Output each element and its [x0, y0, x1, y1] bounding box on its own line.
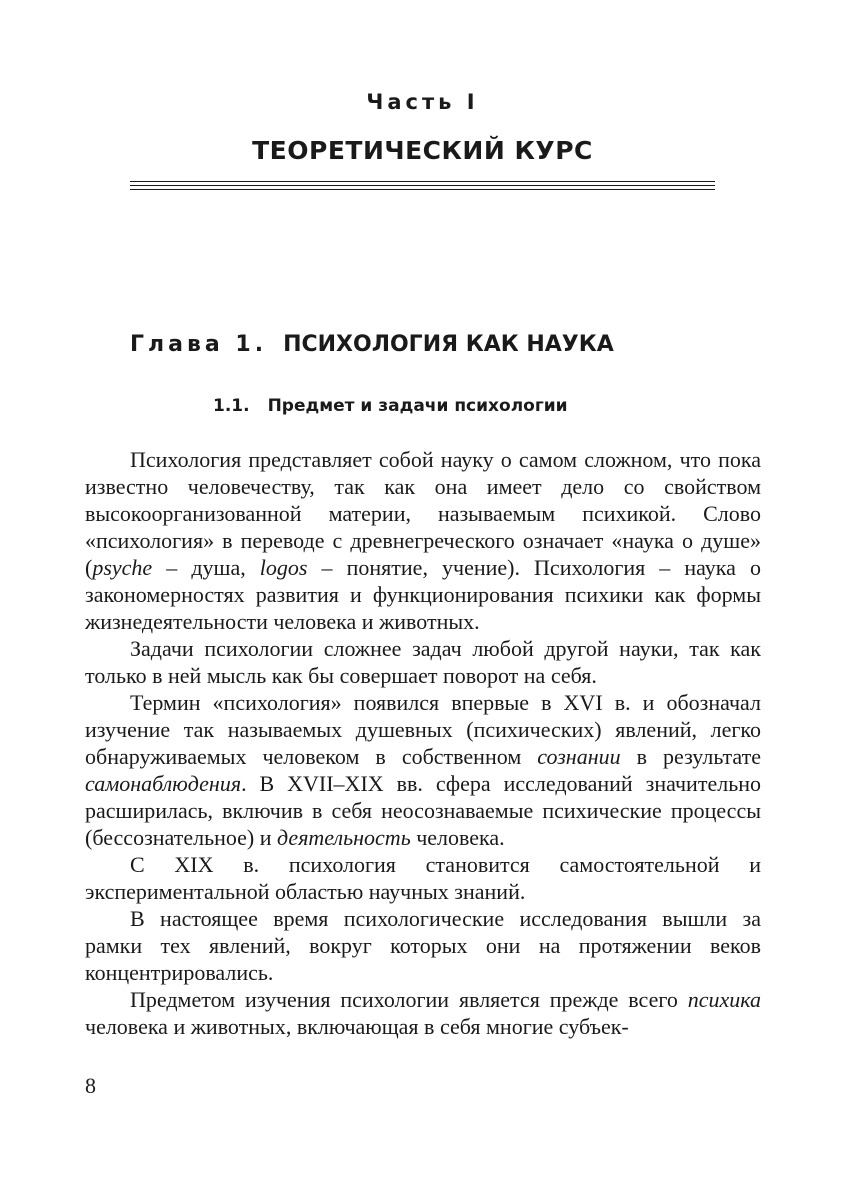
chapter-title: ПСИХОЛОГИЯ КАК НАУКА — [283, 332, 614, 357]
text-run: в результате — [620, 744, 761, 769]
title-rule — [130, 189, 715, 190]
body-text — [85, 446, 761, 1040]
italic-term: психика — [687, 987, 761, 1012]
title-rule — [130, 185, 715, 186]
body-paragraph — [85, 986, 761, 1040]
chapter-label: Глава 1. — [130, 332, 268, 357]
section-number: 1.1. — [213, 396, 250, 416]
text-run: – душа, — [152, 555, 260, 580]
text-run: Предметом изучения психологии является прежде всего — [130, 987, 688, 1012]
chapter-heading — [130, 332, 614, 357]
text-run: С XIX в. психология становится самостоятельной и экспериментальной областью научных знаний. — [85, 852, 761, 904]
text-run: Задачи психологии сложнее задач любой другой науки, так как только в ней мысль как бы совершает поворот на себя. — [85, 636, 761, 688]
page-number: 8 — [85, 1073, 96, 1098]
italic-term: logos — [259, 555, 308, 580]
body-paragraph — [85, 635, 761, 689]
body-paragraph — [85, 446, 761, 635]
italic-term: сознании — [537, 744, 621, 769]
body-paragraph — [85, 689, 761, 851]
text-run: . В XVII–XIX вв. сфера исследований значительно расширилась, включив в себя неосознаваемые психические процессы (бессознательное) и — [85, 771, 761, 850]
text-run: – понятие, учение). Психология – наука о закономерностях развития и функционирования психики как формы жизнедеятельности человека и животных. — [85, 555, 761, 634]
text-run: Психология представляет собой науку о самом сложном, что пока известно человечеству, так как она имеет дело со свойством высокоорганизованной материи, называемым психикой. Слово «психология» в переводе с древнегреческого означает «наука о душе» ( — [85, 447, 761, 580]
section-heading — [213, 396, 568, 416]
part-title: ТЕОРЕТИЧЕСКИЙ КУРС — [252, 136, 593, 165]
title-rule — [130, 181, 715, 182]
body-paragraph — [85, 905, 761, 986]
body-paragraph — [85, 851, 761, 905]
italic-term: деятельность — [277, 825, 411, 850]
text-run: Термин «психология» появился впервые в XVI в. и обозначал изучение так называемых душевных (психических) явлений, легко обнаруживаемых человеком в собственном — [85, 690, 761, 769]
italic-term: psyche — [92, 555, 153, 580]
text-run: человека. — [410, 825, 505, 850]
part-label: Часть I — [366, 90, 479, 114]
italic-term: самонаблюдения — [85, 771, 242, 796]
section-title: Предмет и задачи психологии — [267, 396, 568, 416]
text-run: В настоящее время психологические исследования вышли за рамки тех явлений, вокруг которых они на протяжении веков концентрировались. — [85, 906, 761, 985]
text-run: человека и животных, включающая в себя многие субъек- — [85, 1014, 629, 1039]
